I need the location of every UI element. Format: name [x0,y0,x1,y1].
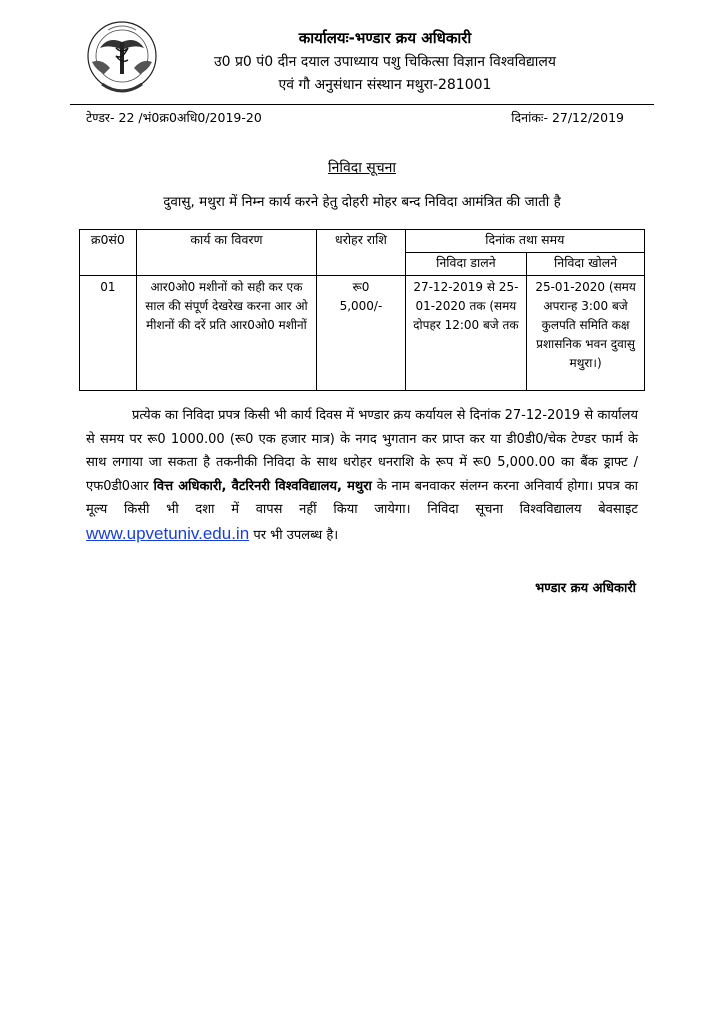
university-name: उ0 प्र0 पं0 दीन दयाल उपाध्याय पशु चिकित्सा विज्ञान विश्वविद्यालय [213,54,557,70]
notice-body [86,404,638,547]
cell-work: आर0ओ0 मशीनों को सही कर एक साल की संपूर्ण देखरेख करना आर ओ मीशनों की दरें प्रति आर0ओ0 मशीनों [136,276,317,391]
office-title: कार्यालयः-भण्डार क्रय अधिकारी [298,29,472,47]
header-work: कार्य का विवरण [136,230,317,276]
document-date: दिनांकः- 27/12/2019 [511,110,624,125]
tender-number: टेण्डर- 22 /भं0क्र0अधि0/2019-20 [86,110,262,125]
cell-open: 25-01-2020 (समय अपरान्ह 3:00 बजे कुलपति समिति कक्ष प्रशासनिक भवन दुवासु मथुरा।) [527,276,645,391]
header-date-time: दिनांक तथा समय [405,230,644,253]
header-open: निविदा खोलने [527,253,645,276]
header-serial: क्र0सं0 [80,230,137,276]
tender-table [79,229,645,391]
header-deposit: धरोहर राशि [317,230,405,276]
table-row [80,276,645,391]
deposit-amount: 5,000/- [339,299,383,313]
cell-submit: 27-12-2019 से 25-01-2020 तक (समय दोपहर 12:00 बजे तक [405,276,527,391]
notice-title: निविदा सूचना [327,160,397,176]
body-text-3: पर भी उपलब्ध है। [253,527,339,543]
header-submit: निविदा डालने [405,253,527,276]
header-divider [70,104,654,105]
deposit-label: रू0 [352,280,370,294]
cell-deposit [317,276,405,391]
signatory-title: भण्डार क्रय अधिकारी [535,581,636,596]
cell-serial: 01 [80,276,137,391]
notice-intro: दुवासु, मथुरा में निम्न कार्य करने हेतु दोहरी मोहर बन्द निविदा आमंत्रित की जाती है [163,194,561,210]
finance-officer-name: वित्त अधिकारी, वैटरिनरी विश्वविद्यालय, मथुरा [153,478,372,494]
university-name-line2: एवं गौ अनुसंधान संस्थान मथुरा-281001 [278,77,492,93]
website-link[interactable]: www.upvetuniv.edu.in [86,523,250,543]
table-header-row [80,230,645,253]
body-text-1: प्रत्येक का निविदा प्रपत्र किसी भी कार्य दिवस में भण्डार क्रय कर्यायल से दिनांक 27-12-2019 से कार्यालय से समय पर रू0 1000.00 (रू0 एक हजार मात्र) के नगद भुगतान कर प्राप्त कर या डी0डी0/चेक टेण्डर फार्म के साथ लगाया जा सकता है तकनीकी निविदा के साथ धरोहर धनराशि के रूप में रू0 5,000.00 का बैंक ड्राफ्ट /एफ0डी0आर [86,408,638,494]
body-text-2: के नाम बनवाकर संलग्न करना अनिवार्य होगा। प्रपत्र का मूल्य किसी भी दशा में वापस नहीं किया जायेगा। निविदा सूचना विश्वविद्यालय बेवसाइट [86,478,638,517]
